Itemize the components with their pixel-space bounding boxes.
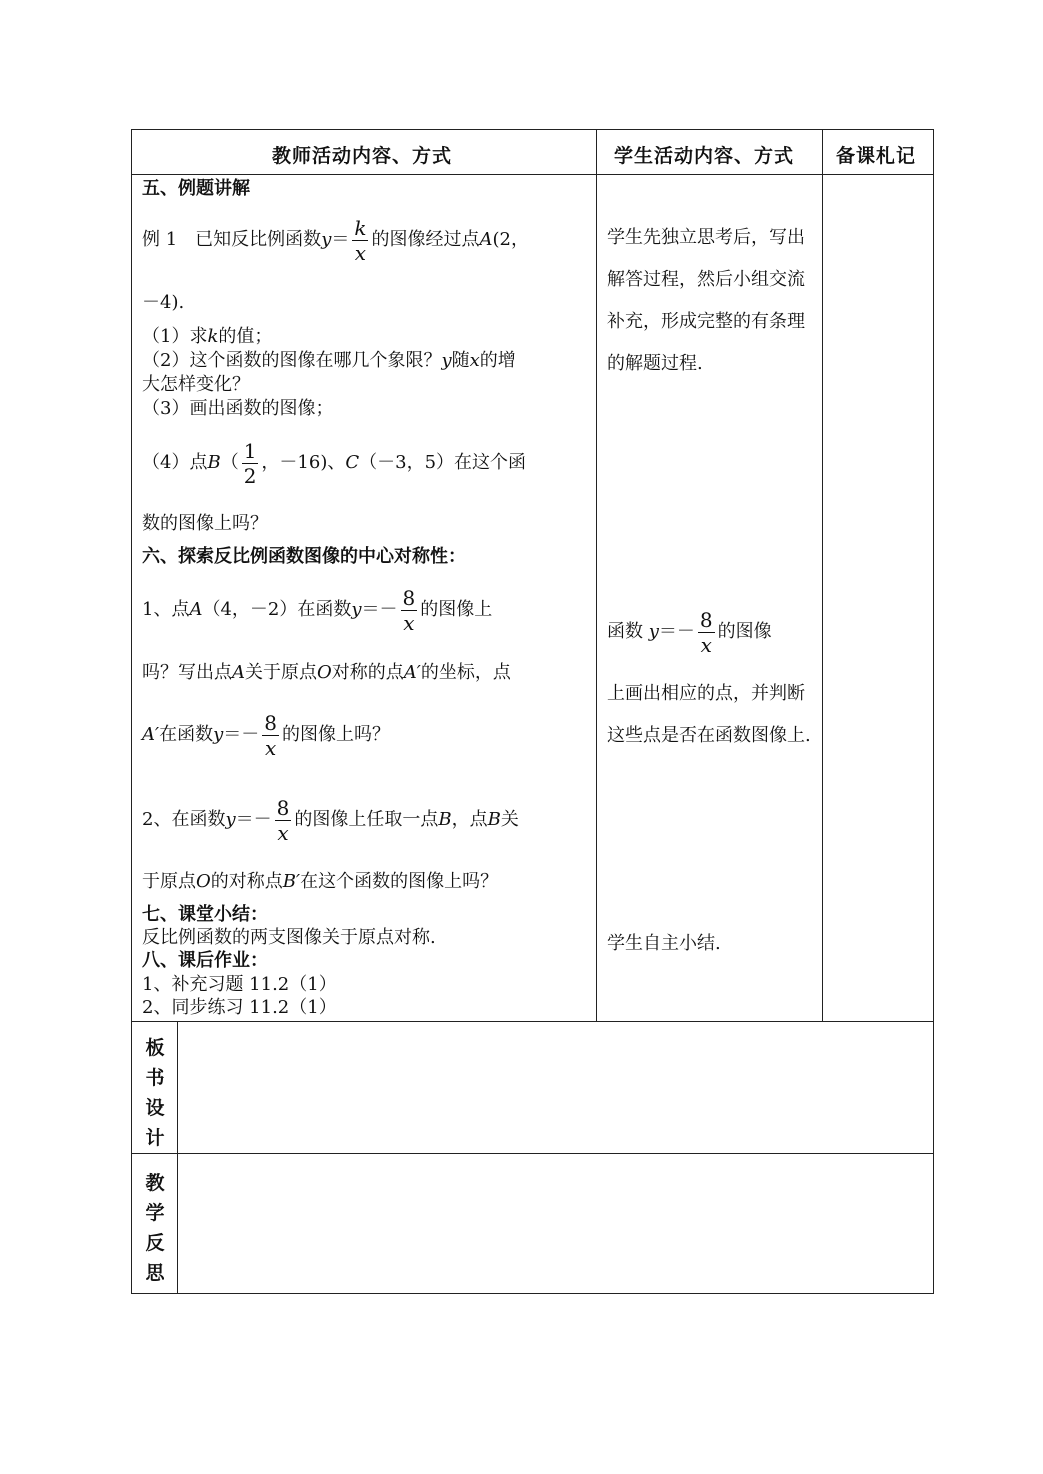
explore-2-line-1: 2、在函数y＝－ $\frac{8}{x}$ 的图像上任取一点B，点B关: [142, 795, 519, 845]
question-4: （4）点B（ $\frac{1}{2}$ ，－16)、C（－3，5）在这个函: [142, 438, 527, 488]
fraction-8-over-x: $\frac{8}{x}$: [402, 585, 416, 635]
student-activity-1: 学生先独立思考后，写出解答过程，然后小组交流补充，形成完整的有条理的解题过程.: [607, 227, 805, 374]
fraction-8-over-x: $\frac{8}{x}$: [264, 710, 277, 760]
question-2: （2）这个函数的图像在哪几个象限？y随x的增: [142, 350, 516, 371]
student-activity-2-rest: 上画出相应的点，并判断这些点是否在函数图像上.: [607, 683, 811, 746]
table-right-border: [933, 129, 934, 1294]
table-bottom-border: [131, 1293, 934, 1294]
table-top-border: [131, 129, 934, 130]
section-7-title: 七、课堂小结：: [142, 904, 268, 925]
main-row-bottom-border: [131, 1021, 934, 1022]
teaching-reflection-label: 教学反思: [145, 1172, 165, 1284]
explore-2-line-2: 于原点O的对称点B′在这个函数的图像上吗？: [142, 871, 499, 892]
row-label-divider: [177, 1021, 178, 1294]
explore-1-line-3: A′在函数y＝－ $\frac{8}{x}$ 的图像上吗？: [142, 710, 390, 760]
fraction-8-over-x: $\frac{8}{x}$: [276, 795, 290, 845]
section-8-title: 八、课后作业：: [142, 950, 268, 971]
header-notes: 备课札记: [836, 145, 917, 167]
teacher-student-divider: [596, 129, 597, 1022]
homework-1: 1、补充习题 11.2（1）: [142, 974, 337, 995]
explore-1-line-2: 吗？写出点A关于原点O对称的点A′的坐标，点: [142, 662, 511, 683]
explore-1-line-1: 1、点A（4，－2）在函数y＝－ $\frac{8}{x}$ 的图像上: [142, 585, 493, 635]
header-teacher: 教师活动内容、方式: [272, 145, 453, 167]
question-1: （1）求k的值；: [142, 326, 273, 347]
section-5-title: 五、例题讲解: [142, 178, 250, 199]
board-design-label: 板书设计: [145, 1037, 165, 1149]
example-1-line-2: －4).: [142, 292, 185, 313]
student-activity-3: 学生自主小结.: [607, 933, 721, 954]
fraction-one-half: $\frac{1}{2}$: [243, 438, 257, 488]
header-bottom-border: [131, 174, 934, 175]
section-7-text: 反比例函数的两支图像关于原点对称.: [142, 927, 436, 948]
example-1-line: 例 1 已知反比例函数y＝ $\frac{k}{x}$ 的图像经过点A(2，: [142, 215, 529, 265]
homework-2: 2、同步练习 11.2（1）: [142, 997, 337, 1018]
fraction-8-over-x: $\frac{8}{x}$: [699, 607, 713, 657]
fraction-k-over-x: $\frac{k}{x}$: [354, 215, 367, 265]
board-row-bottom-border: [131, 1153, 934, 1154]
question-2-line-2: 大怎样变化？: [142, 374, 250, 395]
table-left-border: [131, 129, 132, 1294]
question-4-line-2: 数的图像上吗？: [142, 513, 268, 534]
header-student: 学生活动内容、方式: [614, 145, 795, 167]
section-6-title: 六、探索反比例函数图像的中心对称性：: [142, 546, 466, 567]
question-3: （3）画出函数的图像；: [142, 398, 334, 419]
student-notes-divider: [822, 129, 823, 1022]
student-activity-2-line-1: 函数 y＝－ $\frac{8}{x}$ 的图像: [607, 607, 772, 657]
